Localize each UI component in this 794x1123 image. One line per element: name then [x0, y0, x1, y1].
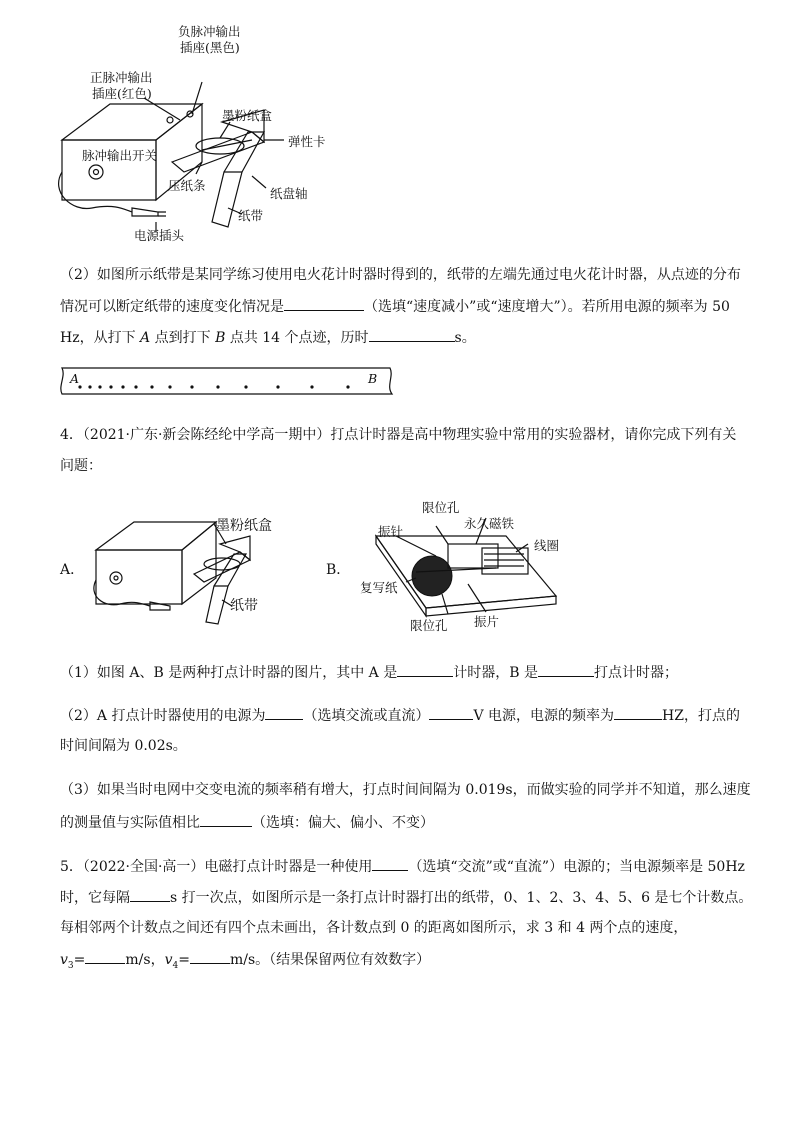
figure-b-em-timer [356, 496, 576, 636]
q4-part2-line2: 时间间隔为 0.02s。 [60, 738, 187, 754]
answer-blank[interactable] [538, 662, 594, 677]
q4-stem-line1: 4．（2021·广东·新会陈经纶中学高一期中）打点计时器是高中物理实验中常用的实验器材，请你完成下列有关 [60, 427, 737, 443]
label-press-strip: 压纸条 [168, 178, 206, 193]
figure-b-reed: 振片 [474, 614, 500, 629]
label-neg-pulse-1: 负脉冲输出 [178, 24, 241, 39]
q5-line1: 5．（2022·全国·高一）电磁打点计时器是一种使用 （选填“交流”或“直流”）电源的；当电源频率是 50Hz [60, 856, 745, 877]
figure-a-toner-label: 墨粉纸盒 [216, 518, 272, 534]
figure-b-coil: 线圈 [534, 538, 560, 553]
answer-blank[interactable] [372, 856, 408, 871]
figure-a-label: A． [60, 562, 85, 578]
answer-blank[interactable] [284, 296, 364, 311]
label-neg-pulse-2: 插座(黑色) [180, 40, 240, 55]
q5-line3: 每相邻两个计数点之间还有四个点未画出，各计数点到 0 的距离如图所示，求 3 和 4 两个点的速度， [60, 920, 688, 936]
tape-point-a: A [70, 371, 80, 386]
answer-blank[interactable] [85, 949, 125, 964]
q3-2-line3: Hz，从打下 A 点到打下 B 点共 14 个点迹，历时 s。 [60, 327, 476, 348]
answer-blank[interactable] [190, 949, 230, 964]
q5-line4: $v_3= m/s$，$v_4= m/s$。（结果保留两位有效数字） [60, 949, 430, 976]
q4-part2-line1: （2）A 打点计时器使用的电源为 （选填交流或直流） V 电源，电源的频率为 HZ，打点的 [60, 705, 740, 726]
figure-b-needle: 振针 [378, 524, 404, 539]
answer-blank[interactable] [369, 327, 455, 342]
label-pos-pulse-2: 插座(红色) [92, 86, 152, 101]
label-pos-pulse-1: 正脉冲输出 [90, 70, 153, 85]
q4-part3-line2: 的测量值与实际值相比 （选填：偏大、偏小、不变） [60, 812, 434, 833]
label-tape: 纸带 [238, 208, 264, 223]
q5-line2: 时，它每隔 s 打一次点，如图所示是一条打点计时器打出的纸带，0、1、2、3、4、5、6 是七个计数点。 [60, 887, 752, 908]
figure-b-magnet: 永久磁铁 [464, 516, 515, 531]
paper-tape-drawing [60, 366, 396, 396]
q4-stem-line2: 问题： [60, 458, 102, 474]
figure-b-limit-hole-bottom: 限位孔 [410, 618, 448, 633]
answer-blank[interactable] [200, 812, 252, 827]
spark-timer-drawing [52, 22, 372, 244]
figure-a-drawing [90, 500, 310, 630]
label-disc-axis: 纸盘轴 [270, 186, 308, 201]
answer-blank[interactable] [397, 662, 453, 677]
answer-blank[interactable] [130, 887, 170, 902]
answer-blank[interactable] [265, 705, 303, 720]
q3-2-line2: 情况可以断定纸带的速度变化情况是 （选填“速度减小”或“速度增大”）。若所用电源的频率为 50 [60, 296, 730, 317]
figure-b-label: B． [326, 562, 351, 578]
figure-b-limit-hole-top: 限位孔 [422, 500, 460, 515]
label-plug: 电源插头 [134, 228, 185, 243]
label-spring-clip: 弹性卡 [288, 134, 326, 149]
label-toner-box: 墨粉纸盒 [222, 108, 273, 123]
figure-b-carbon-paper: 复写纸 [360, 580, 398, 595]
q4-part3-line1: （3）如果当时电网中交变电流的频率稍有增大，打点时间间隔为 0.019s，而做实验的同学并不知道，那么速度 [60, 782, 751, 798]
answer-blank[interactable] [614, 705, 662, 720]
q3-2-line1: （2）如图所示纸带是某同学练习使用电火花计时器时得到的，纸带的左端先通过电火花计时器，从点迹的分布 [60, 267, 741, 283]
answer-blank[interactable] [429, 705, 473, 720]
figure-a-spark-timer [90, 500, 310, 630]
spark-timer-figure [52, 22, 372, 244]
paper-tape [60, 366, 396, 396]
tape-point-b: B [368, 371, 378, 386]
label-pulse-switch: 脉冲输出开关 [82, 148, 158, 163]
figure-a-tape-label: 纸带 [230, 598, 258, 614]
q4-part1: （1）如图 A、B 是两种打点计时器的图片，其中 A 是 计时器，B 是 打点计时器； [60, 662, 678, 683]
